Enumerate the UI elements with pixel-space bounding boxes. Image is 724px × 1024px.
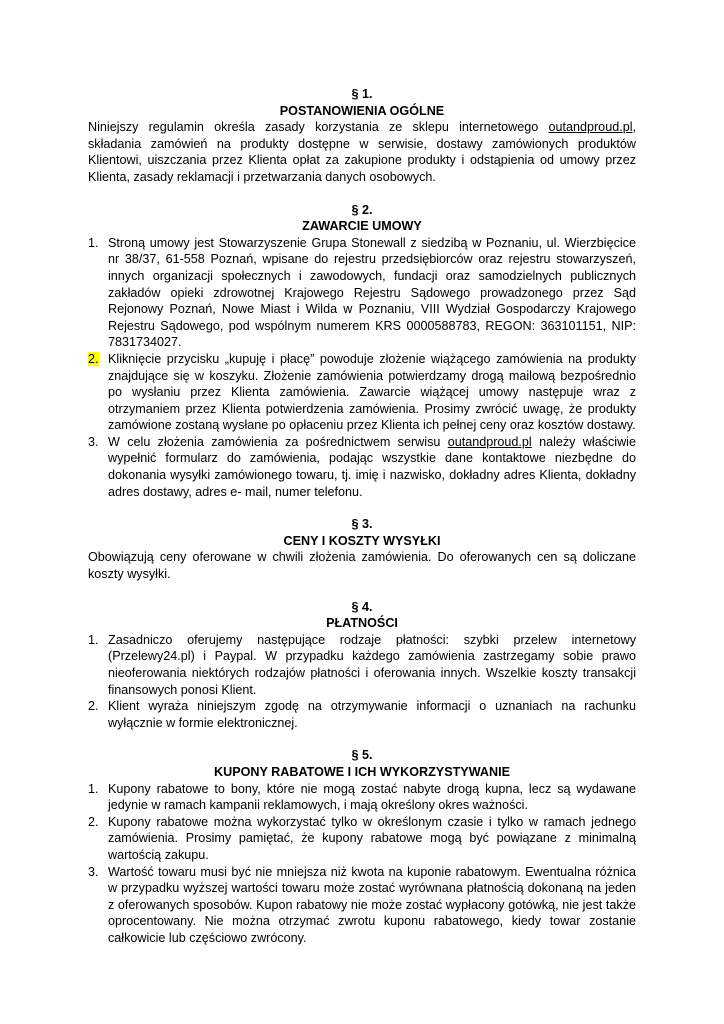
list-item-text: Kupony rabatowe to bony, które nie mogą zostać nabyte drogą kupna, lecz są wydawane jedynie w ramach kampanii reklamowych, i mają określony okres ważności. bbox=[108, 781, 636, 813]
section-title: KUPONY RABATOWE I ICH WYKORZYSTYWANIE bbox=[214, 764, 510, 779]
list-item-text bbox=[108, 434, 636, 500]
section-paragraph: Obowiązują ceny oferowane w chwili złożenia zamówienia. Do oferowanych cen są doliczane koszty wysyłki. bbox=[88, 550, 636, 582]
section-2 bbox=[88, 202, 636, 501]
section-paragraph bbox=[88, 119, 636, 185]
list-item-text: Kupony rabatowe można wykorzystać tylko w określonym czasie i tylko w ramach jednego zamówienia. Prosimy pamiętać, że kupony rabatowe mogą być powiązane z minimalną wartością zakupu. bbox=[108, 814, 636, 862]
list-item-text-part: W celu złożenia zamówienia za pośrednictwem serwisu bbox=[108, 434, 448, 449]
section-number: § 4. bbox=[351, 599, 373, 614]
list-item bbox=[88, 864, 636, 947]
section-number: § 1. bbox=[351, 87, 373, 101]
list-item-number: 1. bbox=[88, 632, 99, 647]
list-item bbox=[88, 434, 636, 500]
section-1 bbox=[88, 86, 636, 186]
numbered-list bbox=[88, 781, 636, 947]
list-item bbox=[88, 698, 636, 731]
highlighted-number: 2. bbox=[88, 351, 99, 366]
list-item-text: Klient wyraża niniejszym zgodę na otrzymywanie informacji o uznaniach na rachunku wyłącznie w formie elektronicznej. bbox=[108, 699, 636, 730]
section-number: § 5. bbox=[351, 748, 373, 763]
list-item-number: 1. bbox=[88, 235, 99, 250]
list-item bbox=[88, 351, 636, 434]
list-item-number: 1. bbox=[88, 781, 99, 796]
list-item-number: 2. bbox=[88, 814, 99, 829]
section-4 bbox=[88, 599, 636, 732]
numbered-list bbox=[88, 235, 636, 501]
list-item bbox=[88, 632, 636, 698]
document-page bbox=[88, 86, 636, 963]
paragraph-text: Niniejszy regulamin określa zasady korzystania ze sklepu internetowego bbox=[88, 120, 549, 135]
list-item-text: Stroną umowy jest Stowarzyszenie Grupa Stonewall z siedzibą w Poznaniu, ul. Wierzbięcice nr 38/37, 61-558 Poznań, wpisane do rejestru przedsiębiorców oraz rejestru stowarzyszeń, innych organizacji społecznych i zawodowych, fundacji oraz samodzielnych publicznych zakładów opieki zdrowotnej Krajowego Rejestru Sądowego prowadzonego przez Sąd Rejonowy Poznań, Nowe Miast i Wilda w Poznaniu, VIII Wydział Gospodarczy Krajowego Rejestru Sądowego, pod wspólnym numerem KRS 0000588783, REGON: 363101151, NIP: 7831734027. bbox=[108, 235, 636, 350]
shop-link[interactable]: outandproud.pl bbox=[548, 120, 633, 135]
list-item bbox=[88, 814, 636, 864]
list-item-text-part: należy właściwie wypełnić formularz do zamówienia, podając wszystkie dane kontaktowe niezbędne do dokonania wysyłki zamówionego towaru, tj. imię i nazwisko, dokładny adres Klienta, dokładny adres dostawy, adres e- mail, numer telefonu. bbox=[108, 434, 636, 499]
section-title: ZAWARCIE UMOWY bbox=[302, 219, 422, 234]
list-item-number-highlighted bbox=[88, 351, 108, 368]
list-item bbox=[88, 235, 636, 351]
section-number: § 3. bbox=[351, 517, 373, 532]
section-number: § 2. bbox=[351, 202, 373, 217]
section-3 bbox=[88, 516, 636, 582]
paragraph-text: , składania zamówień na produkty dostępne w serwisie, dostawy zamówionych produktów Klientowi, uiszczania przez Klienta opłat za zakupione produkty i odstąpienia od umowy przez Klienta, zasady reklamacji i przetwarzania danych osobowych. bbox=[88, 120, 636, 184]
section-title: POSTANOWIENIA OGÓLNE bbox=[279, 103, 445, 118]
shop-link[interactable]: outandproud.pl bbox=[447, 434, 532, 449]
section-title: CENY I KOSZTY WYSYŁKI bbox=[283, 533, 441, 548]
list-item-number: 3. bbox=[88, 864, 99, 879]
list-item-number: 2. bbox=[88, 699, 99, 714]
list-item bbox=[88, 781, 636, 814]
section-5 bbox=[88, 747, 636, 946]
list-item-text: Wartość towaru musi być nie mniejsza niż kwota na kuponie rabatowym. Ewentualna różnica w przypadku wyższej wartości towaru może zostać wyrównana płatnością dokonaną na jeden z oferowanych sposobów. Kupon rabatowy nie może zostać wypłacony gotówką, nie jest także oprocentowany. Nie można otrzymać zwrotu kuponu rabatowego, kiedy towar zostanie całkowicie lub częściowo zwrócony. bbox=[108, 864, 636, 945]
list-item-number: 3. bbox=[88, 434, 99, 449]
numbered-list bbox=[88, 632, 636, 732]
section-title: PŁATNOŚCI bbox=[326, 616, 398, 631]
list-item-text: Zasadniczo oferujemy następujące rodzaje płatności: szybki przelew internetowy (Przelewy24.pl) i Paypal. W przypadku każdego zamówienia zastrzegamy sobie prawo nieoferowania niektórych rodzajów płatności i oferowania innych. Wszelkie koszty transakcji finansowych ponosi Klient. bbox=[108, 632, 636, 697]
list-item-text: Kliknięcie przycisku „kupuję i płacę” powoduje złożenie wiążącego zamówienia na produkty znajdujące się w koszyku. Złożenie zamówienia potwierdzamy drogą mailową bezpośrednio po wysłaniu przez Klienta zamówienia. Zawarcie wiążącej umowy następuje wraz z otrzymaniem przez Klienta potwierdzenia zamówienia. Prosimy zwrócić uwagę, że produkty zamówione zostaną wysłane po opłaceniu przez Klienta ich pełnej ceny oraz kosztów dostawy. bbox=[108, 351, 636, 433]
